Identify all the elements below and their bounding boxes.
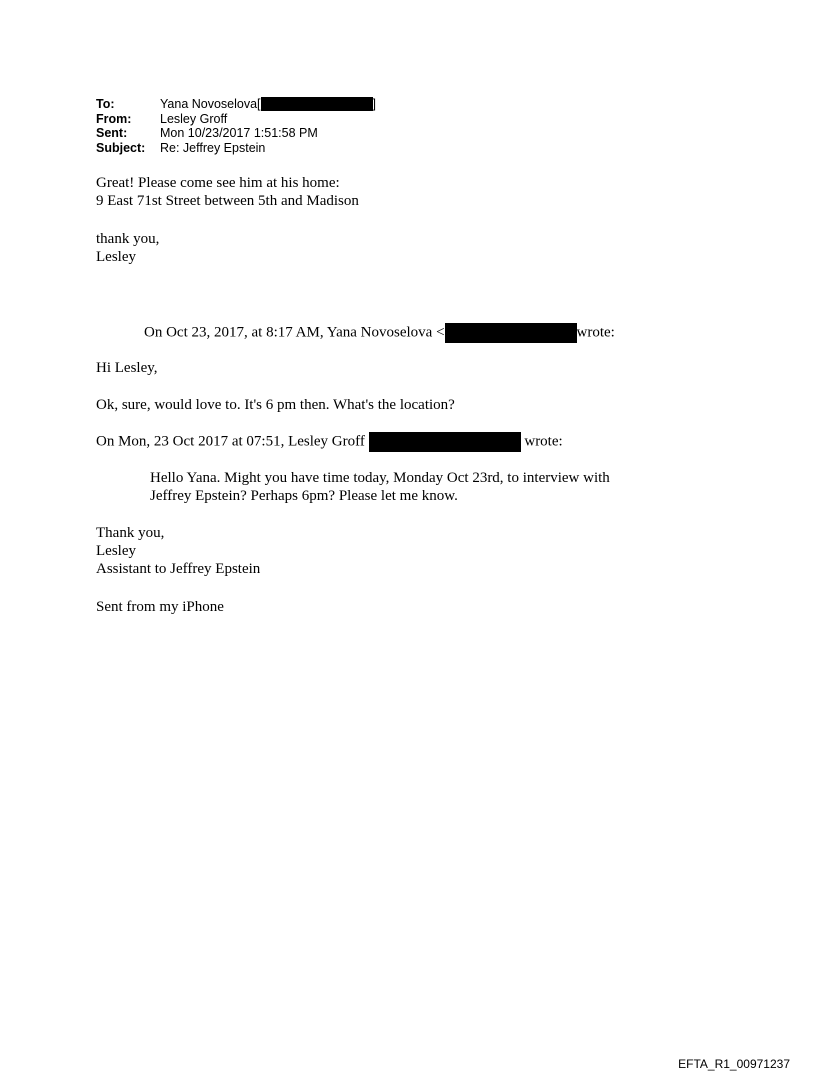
sent-value: Mon 10/23/2017 1:51:58 PM	[160, 126, 318, 140]
reply-line-2: 9 East 71st Street between 5th and Madison	[96, 193, 359, 209]
redaction-block	[445, 323, 577, 343]
subject-row	[96, 141, 376, 156]
signoff-block	[96, 230, 159, 266]
redaction-block	[261, 97, 373, 111]
thanks-text: thank you,	[96, 231, 160, 247]
signature-name: Lesley	[96, 249, 136, 265]
quote-1-prefix: On Oct 23, 2017, at 8:17 AM, Yana Novoselova <	[144, 324, 445, 341]
quote-1-suffix: wrote:	[576, 324, 615, 341]
inner-quote-block	[150, 469, 610, 505]
to-label: To:	[96, 97, 115, 111]
from-row	[96, 112, 376, 127]
reply-address-block	[96, 174, 359, 210]
document-id: EFTA_R1_00971237	[678, 1057, 790, 1071]
quote-header-2	[96, 432, 563, 452]
email-header	[96, 97, 376, 155]
sent-row	[96, 126, 376, 141]
sent-label: Sent:	[96, 126, 128, 140]
quote-2-prefix: On Mon, 23 Oct 2017 at 07:51, Lesley Groff	[96, 433, 365, 450]
signature-title: Assistant to Jeffrey Epstein	[96, 561, 261, 577]
subject-value: Re: Jeffrey Epstein	[160, 140, 266, 155]
reply-line-1: Great! Please come see him at his home:	[96, 175, 340, 191]
subject-label: Subject:	[96, 140, 146, 155]
to-value: Yana Novoselova[	[160, 97, 261, 111]
quote-header-1	[144, 323, 615, 343]
from-value: Lesley Groff	[160, 111, 228, 126]
inner-line-2: Jeffrey Epstein? Perhaps 6pm? Please let me know.	[150, 488, 458, 504]
signature-name-2: Lesley	[96, 543, 136, 559]
redaction-block	[369, 432, 521, 452]
ok-line-text: Ok, sure, would love to. It's 6 pm then. What's the location?	[96, 397, 455, 413]
quote-2-suffix: wrote:	[524, 433, 563, 450]
to-row	[96, 97, 376, 112]
greeting-text: Hi Lesley,	[96, 360, 158, 376]
to-close: ]	[372, 97, 377, 111]
thank-you-text: Thank you,	[96, 525, 165, 541]
sent-from-text: Sent from my iPhone	[96, 599, 224, 615]
inner-line-1: Hello Yana. Might you have time today, Monday Oct 23rd, to interview with	[150, 470, 610, 486]
from-label: From:	[96, 111, 132, 126]
signature-block	[96, 524, 260, 578]
